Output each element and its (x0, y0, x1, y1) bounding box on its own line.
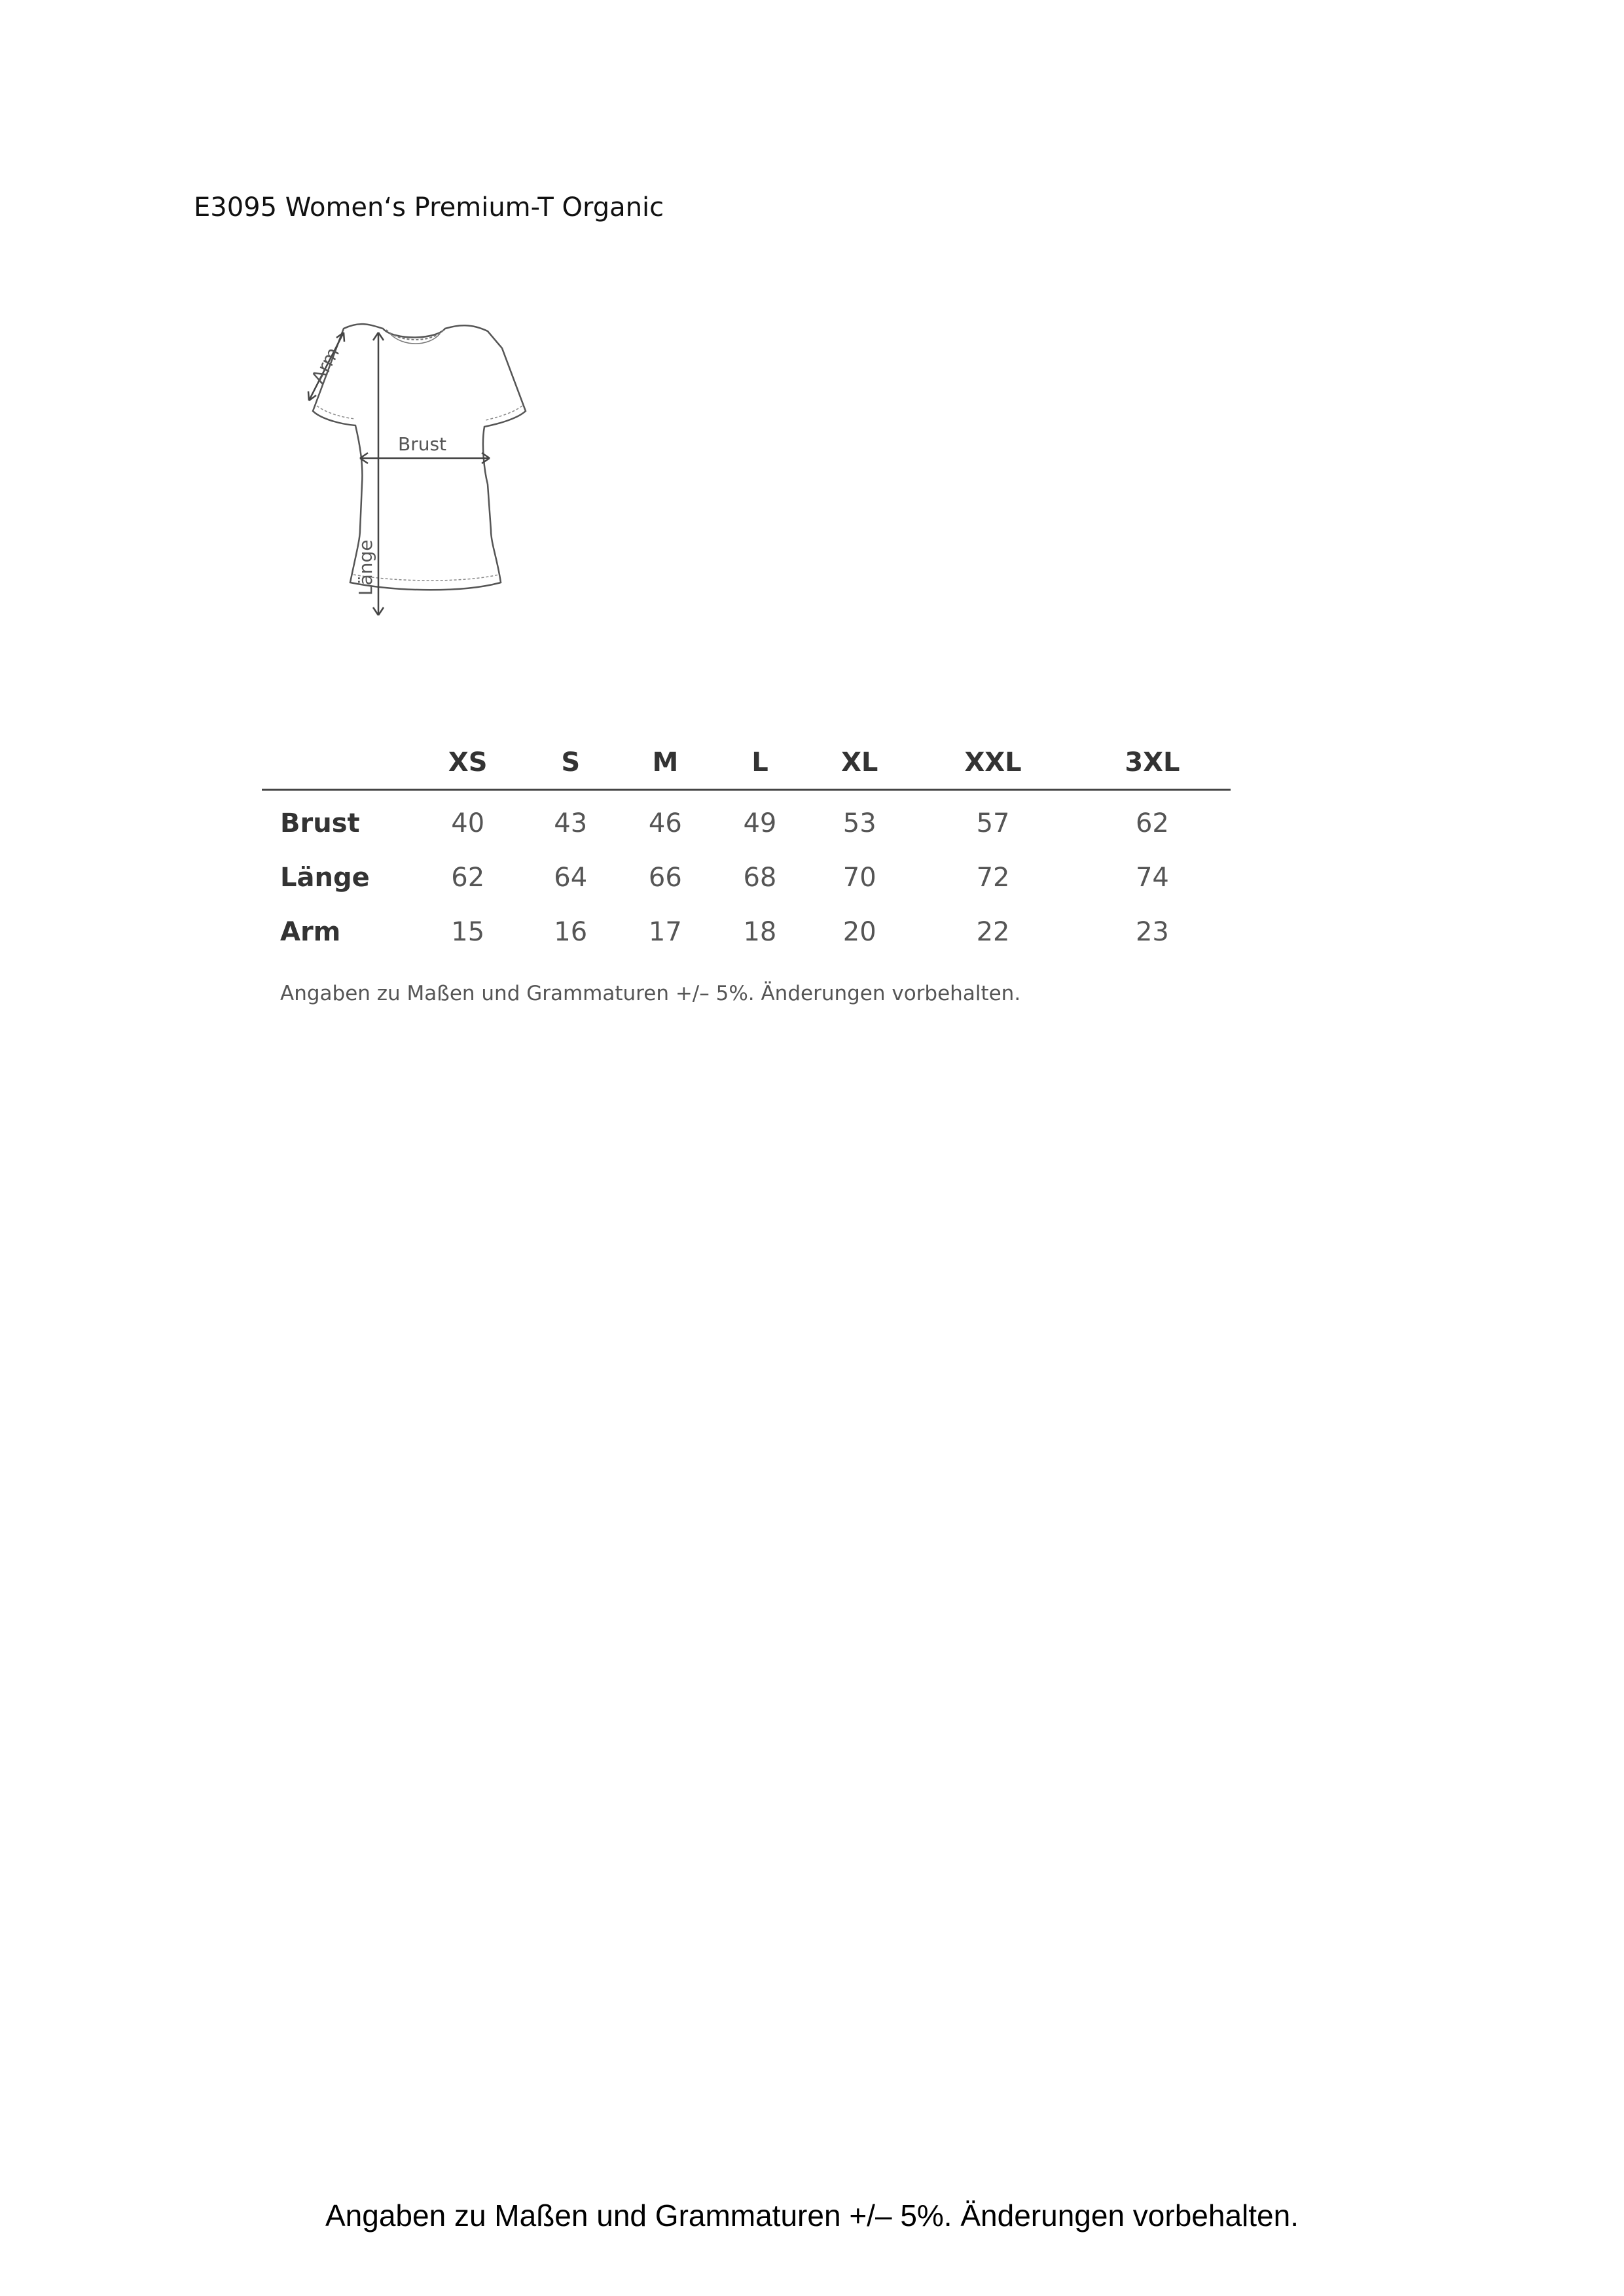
row-label: Arm (280, 916, 341, 947)
table-cell: 20 (842, 916, 876, 947)
table-cell: 43 (554, 808, 588, 838)
size-header: 3XL (1074, 736, 1231, 790)
page-footer: Angaben zu Maßen und Grammaturen +/– 5%. Änderungen vorbehalten. (325, 2198, 1299, 2233)
table-row (262, 790, 1231, 851)
table-cell: 74 (1135, 862, 1169, 893)
table-note: Angaben zu Maßen und Grammaturen +/– 5%. Änderungen vorbehalten. (280, 982, 1021, 1005)
table-cell: 62 (451, 862, 485, 893)
table-cell: 22 (976, 916, 1010, 947)
chest-label: Brust (398, 433, 447, 455)
length-label: Länge (355, 539, 376, 596)
table-cell: 17 (648, 916, 682, 947)
table-cell: 66 (648, 862, 682, 893)
size-header: XXL (912, 736, 1074, 790)
size-header: M (618, 736, 713, 790)
table-cell: 70 (842, 862, 876, 893)
size-table (262, 736, 1231, 959)
arm-label: Arm (307, 344, 344, 387)
size-header: XL (807, 736, 912, 790)
table-cell: 40 (451, 808, 485, 838)
row-label: Brust (280, 808, 360, 838)
size-header: XS (412, 736, 523, 790)
document-title: E3095 Women‘s Premium-T Organic (194, 192, 664, 223)
table-cell: 16 (554, 916, 588, 947)
table-cell: 68 (743, 862, 777, 893)
table-cell: 64 (554, 862, 588, 893)
table-cell: 15 (451, 916, 485, 947)
table-cell: 57 (976, 808, 1010, 838)
table-cell: 46 (648, 808, 682, 838)
table-cell: 53 (842, 808, 876, 838)
table-cell: 62 (1135, 808, 1169, 838)
size-header-row (262, 736, 1231, 790)
size-header: S (523, 736, 618, 790)
table-cell: 49 (743, 808, 777, 838)
table-cell: 72 (976, 862, 1010, 893)
tshirt-outline (313, 324, 526, 590)
table-cell: 23 (1135, 916, 1169, 947)
tshirt-measurement-diagram (268, 314, 583, 641)
table-corner (262, 736, 412, 790)
size-header: L (713, 736, 808, 790)
table-row (262, 905, 1231, 959)
table-row (262, 850, 1231, 905)
table-cell: 18 (743, 916, 777, 947)
row-label: Länge (280, 862, 370, 893)
